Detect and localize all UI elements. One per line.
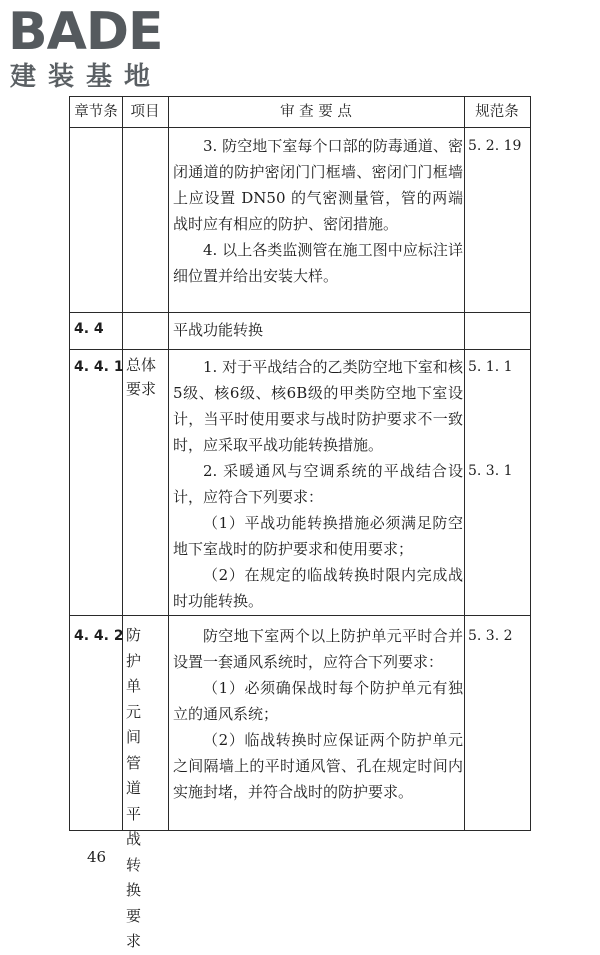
item-title: 总体要求 [126, 356, 157, 398]
clause-code: 4. 4. 1 [74, 359, 124, 375]
requirement-paragraph: 1. 对于平战结合的乙类防空地下室和核5级、核6级、核6B级的甲类防空地下室设计，当平时使用要求与战时防护要求不一致时，应采取平战功能转换措施。 [173, 358, 463, 454]
header-code-clause: 规范条 [475, 104, 519, 120]
clause-reference: 5. 2. 19 [468, 138, 522, 154]
table-row-requirement [173, 623, 463, 805]
clause-code: 4. 4. 2 [74, 628, 124, 644]
clause-reference: 5. 3. 1 [468, 463, 513, 479]
requirement-paragraph: （2）临战转换时应保证两个防护单元之间隔墙上的平时通风管、孔在规定时间内实施封堵，并符合战时的防护要求。 [173, 731, 463, 801]
header-chapter: 章节条 [74, 104, 118, 120]
item-title: 防护单元间管道平战转换要求 [126, 626, 142, 950]
header-item: 项目 [130, 104, 160, 120]
clause-reference: 5. 3. 2 [468, 628, 513, 644]
requirement-paragraph: （2）在规定的临战转换时限内完成战时功能转换。 [173, 566, 463, 610]
column-divider [122, 97, 123, 830]
header-review-points: 审 查 要 点 [280, 104, 352, 120]
clause-reference: 5. 1. 1 [468, 359, 513, 375]
table-row-requirement [173, 354, 463, 614]
page-number: 46 [87, 848, 107, 866]
brand-logo [8, 4, 178, 99]
logo-brand-text: BADE [8, 2, 163, 62]
requirement-paragraph: 4. 以上各类监测管在施工图中应标注详细位置并给出安装大样。 [173, 241, 463, 285]
requirement-paragraph: 防空地下室两个以上防护单元平时合并设置一套通风系统时，应符合下列要求： [173, 627, 463, 671]
table-row-requirement [173, 133, 463, 289]
row-divider [70, 615, 530, 616]
row-divider [70, 127, 530, 128]
requirement-paragraph: （1）平战功能转换措施必须满足防空地下室战时的防护要求和使用要求； [173, 514, 463, 558]
row-divider [70, 349, 530, 350]
row-divider [70, 312, 530, 313]
section-title: 平战功能转换 [173, 321, 264, 339]
requirement-paragraph: 2. 采暖通风与空调系统的平战结合设计，应符合下列要求： [173, 462, 463, 506]
requirement-paragraph: 3. 防空地下室每个口部的防毒通道、密闭通道的防护密闭门门框墙、密闭门门框墙上应设置 DN50 的气密测量管，管的两端战时应有相应的防护、密闭措施。 [173, 137, 463, 233]
requirement-paragraph: （1）必须确保战时每个防护单元有独立的通风系统； [173, 679, 463, 723]
section-code: 4. 4 [74, 321, 104, 337]
logo-subtitle: 建装基地 [10, 62, 163, 92]
column-divider [168, 97, 169, 830]
column-divider [464, 97, 465, 830]
